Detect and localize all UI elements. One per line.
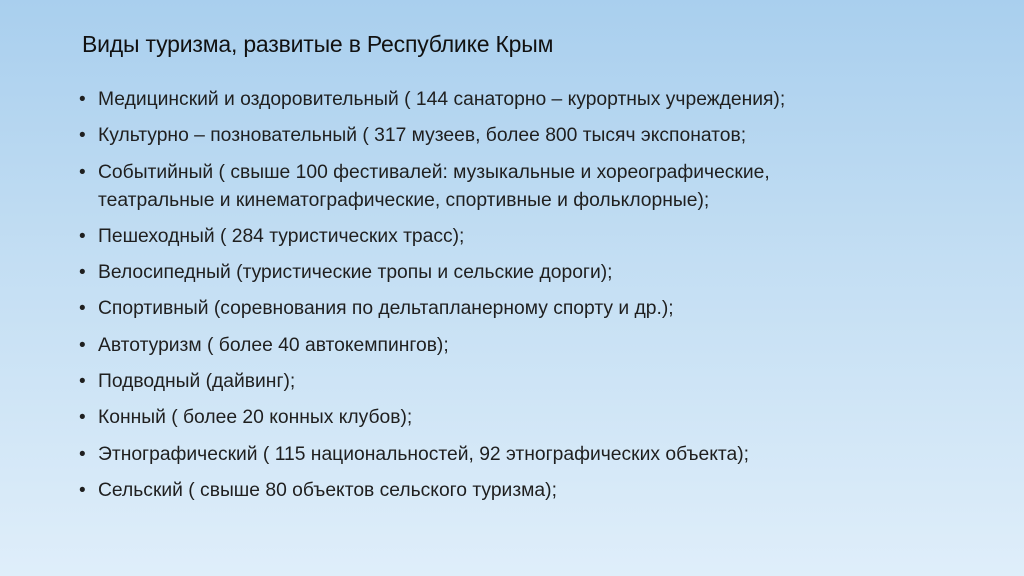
bullet-dot: • bbox=[79, 262, 86, 284]
bullet-dot: • bbox=[79, 298, 86, 320]
list-item-text bbox=[98, 86, 978, 114]
list-item-line: Медицинский и оздоровительный ( 144 санаторно – курортных учреждения); bbox=[98, 89, 786, 110]
bullet-dot: • bbox=[79, 479, 86, 501]
bullet-dot: • bbox=[79, 225, 86, 247]
bullet-list bbox=[78, 86, 978, 513]
list-item bbox=[78, 259, 978, 287]
list-item bbox=[78, 122, 978, 150]
list-item bbox=[78, 223, 978, 251]
list-item bbox=[78, 295, 978, 323]
bullet-dot: • bbox=[79, 161, 86, 183]
list-item bbox=[78, 477, 978, 505]
list-item-line: Этнографический ( 115 национальностей, 92 этнографических объекта); bbox=[98, 443, 750, 465]
list-item-line: Спортивный (соревнования по дельтапланерному спорту и др.); bbox=[98, 298, 674, 320]
list-item bbox=[78, 86, 978, 114]
list-item-text bbox=[98, 295, 978, 323]
list-item-line: театральные и кинематографические, спортивные и фольклорные); bbox=[98, 189, 710, 211]
list-item-text bbox=[98, 259, 978, 287]
list-item-text bbox=[98, 441, 978, 469]
list-item-text bbox=[98, 404, 978, 432]
list-item bbox=[78, 159, 978, 215]
list-item-line: Событийный ( свыше 100 фестивалей: музыкальные и хореографические, bbox=[98, 161, 770, 183]
bullet-dot: • bbox=[79, 371, 86, 393]
bullet-dot: • bbox=[79, 407, 86, 429]
list-item-line: Сельский ( свыше 80 объектов сельского туризма); bbox=[98, 479, 557, 501]
list-item-line: Культурно – позновательный ( 317 музеев, более 800 тысяч экспонатов; bbox=[98, 125, 747, 147]
slide-title: Виды туризма, развитые в Республике Крым bbox=[82, 31, 554, 57]
list-item-line: Конный ( более 20 конных клубов); bbox=[98, 407, 413, 429]
bullet-dot: • bbox=[79, 334, 86, 356]
bullet-dot: • bbox=[79, 89, 86, 110]
list-item-text bbox=[98, 368, 978, 396]
list-item-text bbox=[98, 159, 978, 215]
list-item bbox=[78, 441, 978, 469]
list-item-line: Пешеходный ( 284 туристических трасс); bbox=[98, 225, 465, 247]
bullet-dot: • bbox=[79, 443, 86, 465]
list-item-line: Велосипедный (туристические тропы и сельские дороги); bbox=[98, 262, 613, 284]
list-item-line: Автотуризм ( более 40 автокемпингов); bbox=[98, 334, 449, 356]
list-item bbox=[78, 368, 978, 396]
list-item-text bbox=[98, 223, 978, 251]
list-item bbox=[78, 332, 978, 360]
bullet-dot: • bbox=[79, 125, 86, 147]
list-item-text bbox=[98, 332, 978, 360]
list-item-line: Подводный (дайвинг); bbox=[98, 371, 296, 393]
list-item-text bbox=[98, 122, 978, 150]
list-item-text bbox=[98, 477, 978, 505]
list-item bbox=[78, 404, 978, 432]
